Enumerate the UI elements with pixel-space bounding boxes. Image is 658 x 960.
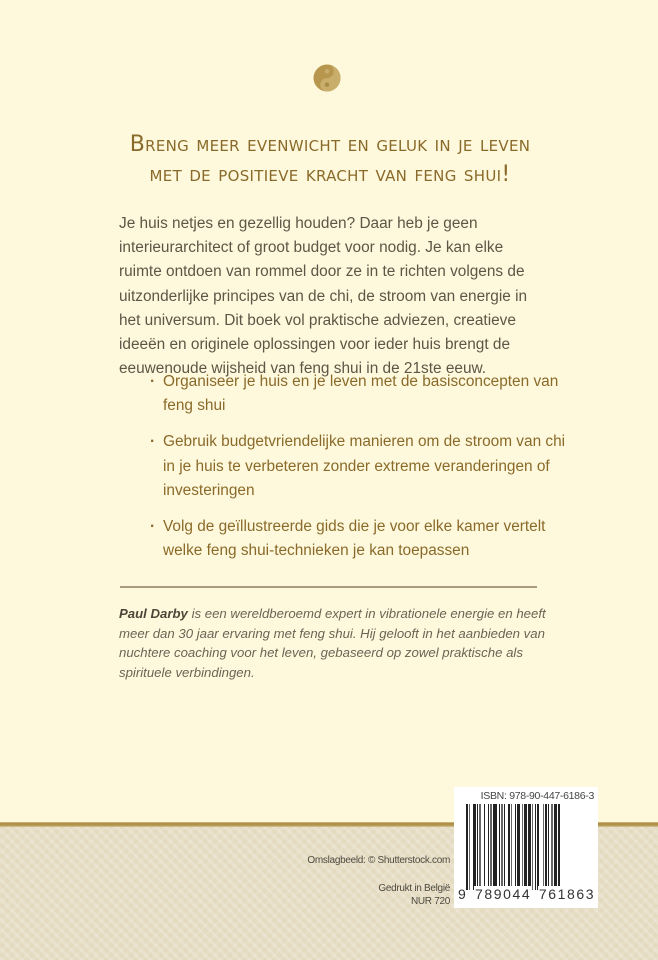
headline-line-2: met de positieve kracht van feng shui! — [149, 162, 511, 187]
print-info — [270, 882, 450, 908]
isbn-label: ISBN: 978-90-447-6186-3 — [480, 790, 594, 802]
printed-in: Gedrukt in België — [378, 883, 450, 894]
cover-headline — [100, 130, 560, 190]
author-name: Paul Darby — [119, 606, 188, 621]
yin-yang-icon — [313, 64, 341, 92]
intro-paragraph: Je huis netjes en gezellig houden? Daar heb je geen interieurarchitect of groot budget voor nodig. Je kan elke ruimte ontdoen van rommel door ze in te richten volgens de uitzonderlijke principes van de chi, de stroom van energie in het universum. Dit boek vol praktische adviezen, creatieve ideeën en originele oplossingen voor ieder huis brengt de eeuwenoude wijsheid van feng shui in de 21ste eeuw. — [119, 215, 528, 378]
barcode-bars-icon — [466, 804, 590, 890]
feature-list — [150, 370, 570, 575]
barcode-digits — [458, 886, 594, 902]
feature-item: · Volg de geïllustreerde gids die je voor elke kamer vertelt welke feng shui-technieken je kan toepassen — [150, 515, 570, 563]
barcode-group-1: 789044 — [475, 886, 532, 902]
headline-line-1: Breng meer evenwicht en geluk in je leven — [129, 132, 531, 157]
author-bio-text: is een wereldberoemd expert in vibrationele energie en heeft meer dan 30 jaar ervaring met feng shui. Hij gelooft in het aanbieden van nuchtere coaching voor het leven, gebaseerd op zowel praktische als spirituele verbindingen. — [119, 606, 546, 680]
feature-item: · Organiseer je huis en je leven met de basisconcepten van feng shui — [150, 370, 570, 418]
barcode-lead-digit: 9 — [458, 886, 468, 902]
feature-item: · Gebruik budgetvriendelijke manieren om de stroom van chi in je huis te verbeteren zonder extreme veranderingen of investeringen — [150, 430, 570, 503]
image-credit: Omslagbeeld: © Shutterstock.com — [307, 855, 450, 866]
author-bio — [119, 604, 549, 682]
isbn-barcode — [454, 787, 598, 908]
barcode-group-2: 761863 — [538, 886, 596, 902]
section-divider — [120, 586, 537, 588]
nur-code: NUR 720 — [410, 896, 450, 907]
